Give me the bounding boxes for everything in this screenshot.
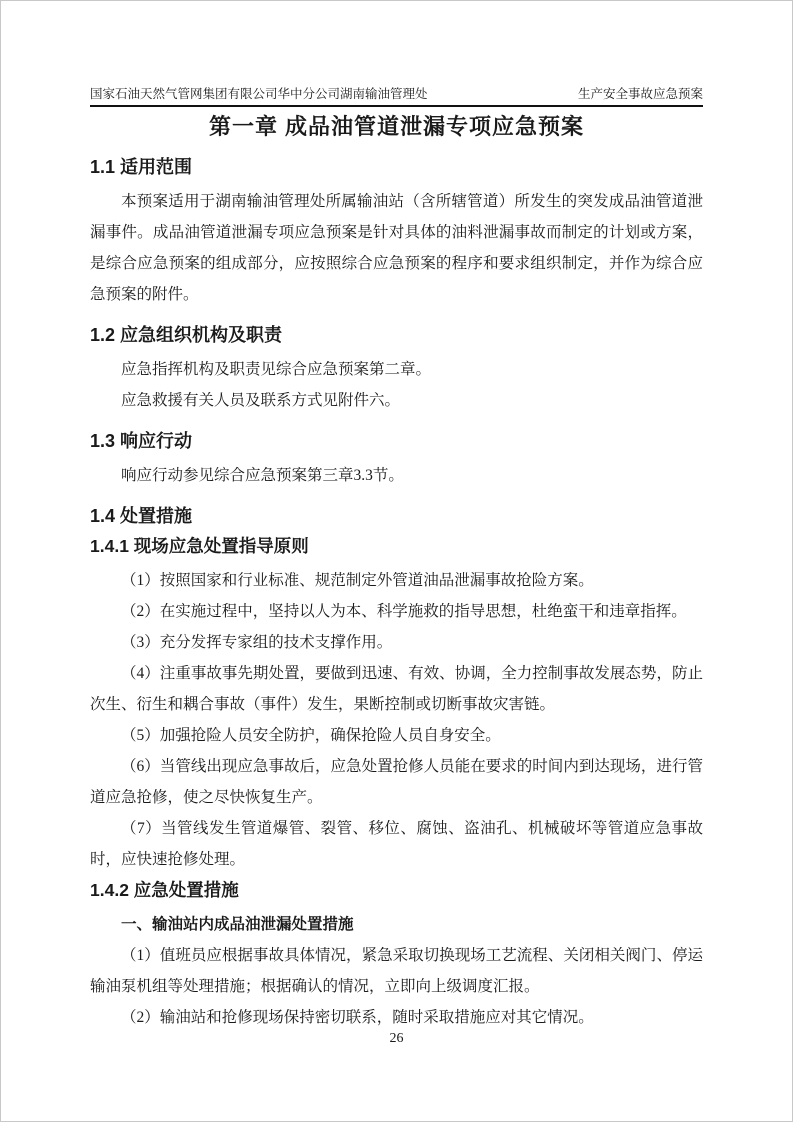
header-right-text: 生产安全事故应急预案 — [577, 87, 703, 101]
paragraph: 本预案适用于湖南输油管理处所属输油站（含所辖管道）所发生的突发成品油管道泄漏事件。成品油管道泄漏专项应急预案是针对具体的油料泄漏事故而制定的计划或方案，是综合应急预案的组成部分，应按照综合应急预案的程序和要求组织制定，并作为综合应急预案的附件。 — [90, 193, 703, 303]
page-number: 26 — [389, 1031, 404, 1046]
paragraph: 应急指挥机构及职责见综合应急预案第二章。 — [121, 361, 432, 378]
list-heading: 一、输油站内成品油泄漏处置措施 — [121, 916, 354, 933]
section-heading: 1.1 适用范围 — [90, 157, 193, 177]
header-left-text: 国家石油天然气管网集团有限公司华中分公司湖南输油管理处 — [90, 87, 428, 101]
paragraph: 响应行动参见综合应急预案第三章3.3节。 — [121, 467, 404, 484]
paragraph: （5）加强抢险人员安全防护，确保抢险人员自身安全。 — [121, 727, 501, 744]
paragraph: （3）充分发挥专家组的技术支撑作用。 — [121, 634, 393, 651]
paragraph: （1）按照国家和行业标准、规范制定外管道油品泄漏事故抢险方案。 — [121, 572, 594, 589]
paragraph: （2）输油站和抢修现场保持密切联系，随时采取措施应对其它情况。 — [121, 1009, 594, 1026]
section-heading: 1.2 应急组织机构及职责 — [90, 325, 283, 345]
subsection-heading: 1.4.2 应急处置措施 — [90, 880, 239, 900]
paragraph: （6）当管线出现应急事故后，应急处置抢修人员能在要求的时间内到达现场，进行管道应急抢修，使之尽快恢复生产。 — [90, 758, 703, 806]
section-heading: 1.4 处置措施 — [90, 506, 193, 526]
section-heading: 1.3 响应行动 — [90, 431, 193, 451]
chapter-title: 第一章 成品油管道泄漏专项应急预案 — [208, 114, 585, 139]
paragraph: 应急救援有关人员及联系方式见附件六。 — [121, 392, 401, 409]
subsection-heading: 1.4.1 现场应急处置指导原则 — [90, 536, 309, 556]
document-body — [90, 155, 703, 1033]
page-header — [90, 86, 703, 107]
paragraph: （4）注重事故事先期处置，要做到迅速、有效、协调，全力控制事故发展态势，防止次生、衍生和耦合事故（事件）发生，果断控制或切断事故灾害链。 — [90, 665, 703, 713]
paragraph: （7）当管线发生管道爆管、裂管、移位、腐蚀、盗油孔、机械破坏等管道应急事故时，应快速抢修处理。 — [90, 820, 703, 868]
paragraph: （2）在实施过程中，坚持以人为本、科学施救的指导思想，杜绝蛮干和违章指挥。 — [121, 603, 687, 620]
paragraph: （1）值班员应根据事故具体情况，紧急采取切换现场工艺流程、关闭相关阀门、停运输油泵机组等处理措施；根据确认的情况，立即向上级调度汇报。 — [90, 947, 703, 995]
